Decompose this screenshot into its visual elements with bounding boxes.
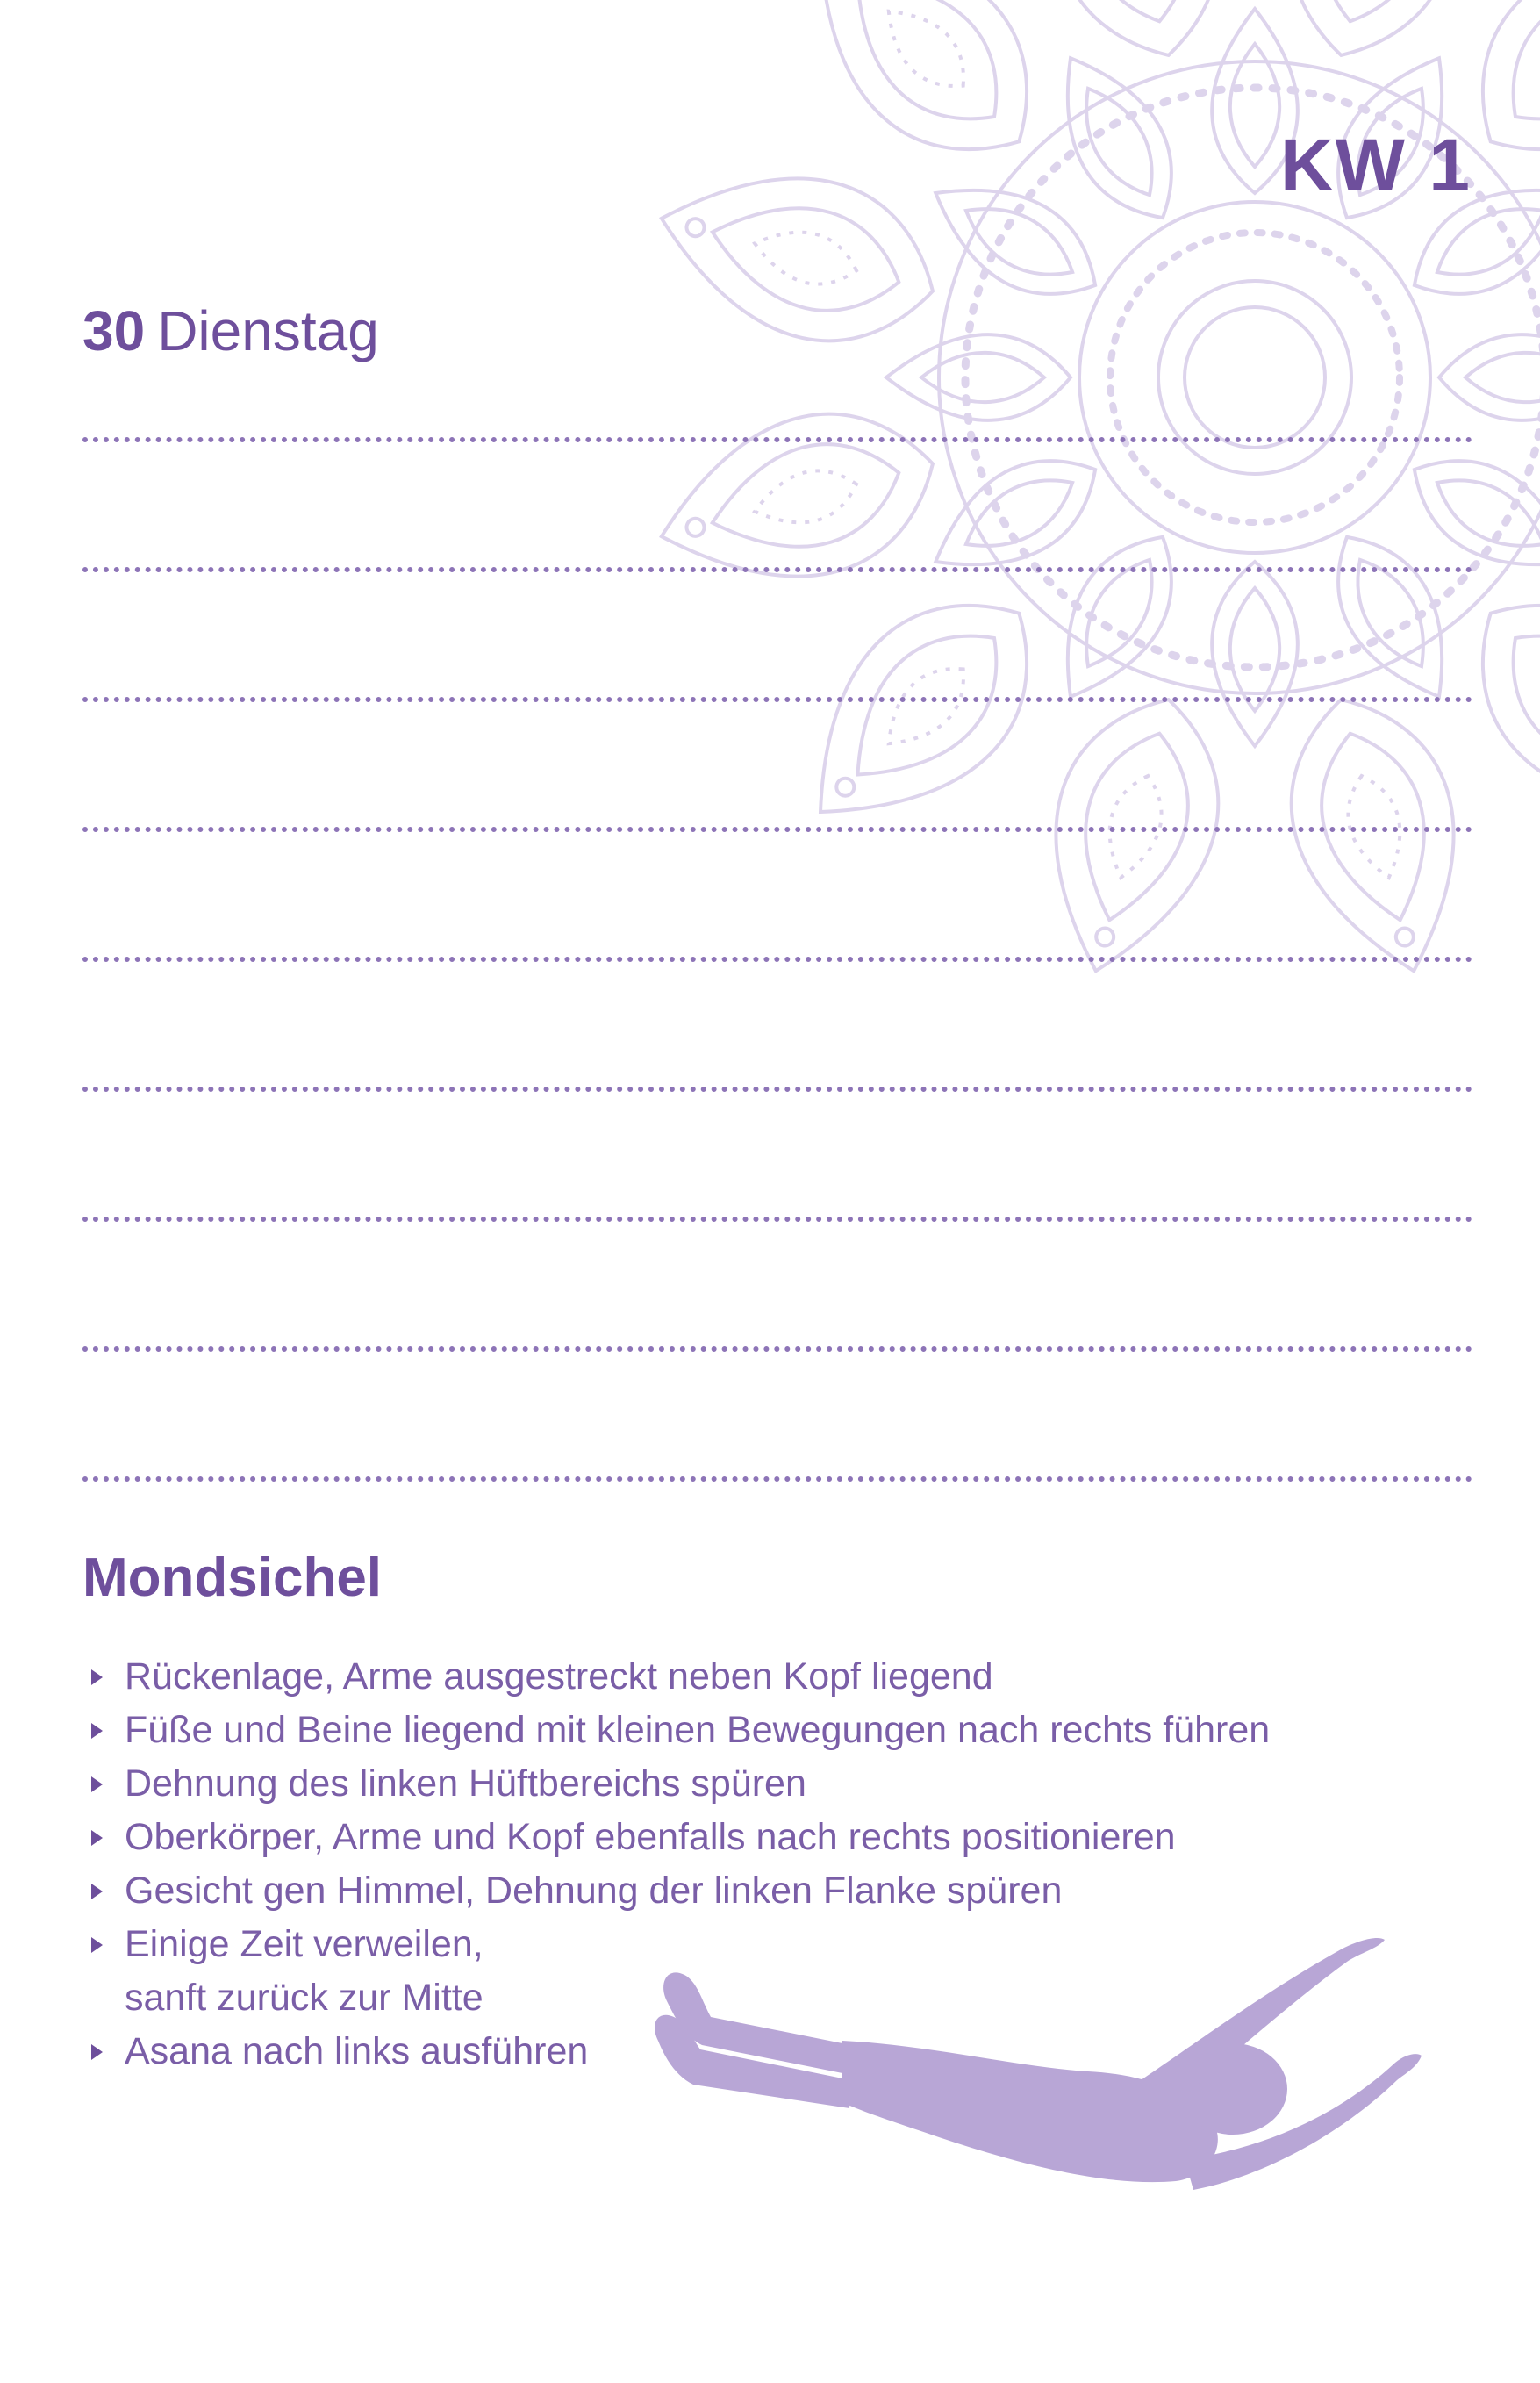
instruction-text: Dehnung des linken Hüftbereichs spüren bbox=[125, 1762, 806, 1805]
note-line[interactable] bbox=[82, 1217, 1472, 1222]
triangle-right-icon bbox=[91, 1830, 103, 1846]
instruction-text: Einige Zeit verweilen, sanft zurück zur Mitte bbox=[125, 1923, 483, 2019]
note-line[interactable] bbox=[82, 957, 1472, 962]
triangle-right-icon bbox=[91, 1884, 103, 1899]
day-number: 30 bbox=[82, 299, 146, 362]
pose-title: Mondsichel bbox=[82, 1547, 383, 1608]
instruction-item bbox=[88, 1650, 1270, 1704]
instruction-text: Asana nach links ausführen bbox=[125, 2030, 589, 2072]
triangle-right-icon bbox=[91, 2044, 103, 2060]
triangle-right-icon bbox=[91, 1669, 103, 1685]
week-number: KW 1 bbox=[1280, 124, 1472, 206]
instruction-item bbox=[88, 1864, 1270, 1918]
instruction-text: Füße und Beine liegend mit kleinen Bewegungen nach rechts führen bbox=[125, 1709, 1271, 1751]
day-heading bbox=[82, 298, 379, 363]
triangle-right-icon bbox=[91, 1937, 103, 1953]
yoga-pose-figure bbox=[649, 1913, 1439, 2229]
note-line[interactable] bbox=[82, 1346, 1472, 1352]
note-lines bbox=[82, 437, 1472, 1606]
note-line[interactable] bbox=[82, 1476, 1472, 1482]
note-line[interactable] bbox=[82, 437, 1472, 442]
triangle-right-icon bbox=[91, 1776, 103, 1792]
instruction-item bbox=[88, 1811, 1270, 1864]
note-line[interactable] bbox=[82, 567, 1472, 572]
instruction-text: Rückenlage, Arme ausgestreckt neben Kopf liegend bbox=[125, 1655, 993, 1698]
instruction-item bbox=[88, 1704, 1270, 1757]
triangle-right-icon bbox=[91, 1723, 103, 1739]
instruction-text: Oberkörper, Arme und Kopf ebenfalls nach rechts positionieren bbox=[125, 1816, 1176, 1858]
note-line[interactable] bbox=[82, 1087, 1472, 1092]
note-line[interactable] bbox=[82, 827, 1472, 832]
note-line[interactable] bbox=[82, 697, 1472, 702]
instruction-text: Gesicht gen Himmel, Dehnung der linken Flanke spüren bbox=[125, 1870, 1063, 1912]
instruction-item bbox=[88, 1757, 1270, 1811]
day-name: Dienstag bbox=[157, 299, 379, 362]
